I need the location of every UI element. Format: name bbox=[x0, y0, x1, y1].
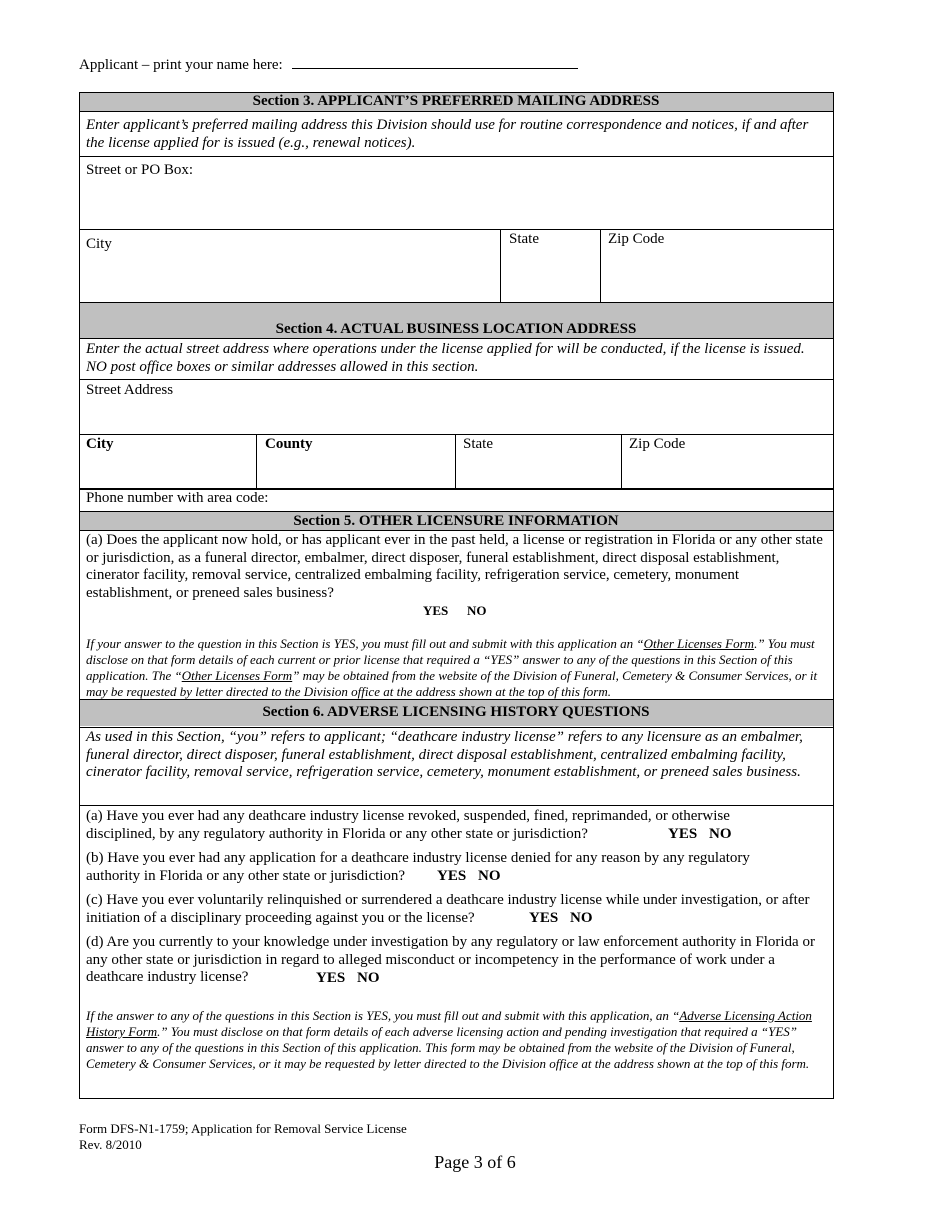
section3-street-input[interactable] bbox=[80, 180, 833, 228]
footer-form-id: Form DFS-N1-1759; Application for Removal Service License bbox=[79, 1121, 407, 1136]
section4-instructions: Enter the actual street address where operations under the license applied for will be conducted, if the license is issued. NO post office boxes or similar addresses allowed in this section. bbox=[86, 341, 805, 375]
section4-county-label: County bbox=[265, 436, 313, 452]
section6-b-yes[interactable]: YES bbox=[437, 868, 467, 884]
section6-question-b: (b) Have you ever had any application for a deathcare industry license denied for any reason by any regulatory authority in Florida or any other state or jurisdiction? bbox=[86, 850, 750, 884]
section3-zip-label: Zip Code bbox=[608, 231, 665, 247]
section3-state-label: State bbox=[509, 231, 539, 247]
other-licenses-form-link-1[interactable]: Other Licenses Form bbox=[643, 636, 755, 651]
section5-question: (a) Does the applicant now hold, or has applicant ever in the past held, a license or registration in Florida or any other state or jurisdiction, as a funeral director, embalmer, direct disposer, funeral establishment, direct disposal establishment, cinerator facility, removal service, centralized embalming facility, refrigeration service, cemetery, monument establishment, or preneed sales business? bbox=[86, 532, 823, 601]
section4-phone-label: Phone number with area code: bbox=[86, 490, 269, 506]
section3-city-input[interactable] bbox=[80, 255, 499, 301]
section6-note: If the answer to any of the questions in this Section is YES, you must fill out and submit with this application, an “Adverse Licensing Action History Form.” You must disclose on that form details of each adverse licensing action and pending investigation that required a “YES” answer to any of the questions in this Section of this application. This form may be obtained from the website of the Division of Funeral, Cemetery & Consumer Services, or it may be requested by letter directed to the Division office at the address shown at the top of this form. bbox=[86, 1008, 812, 1071]
applicant-name-label: Applicant – print your name here: bbox=[79, 57, 283, 73]
section6-d-yes[interactable]: YES bbox=[316, 970, 346, 986]
section4-street-label: Street Address bbox=[86, 382, 174, 398]
section3-title: Section 3. APPLICANT’S PREFERRED MAILING ADDRESS bbox=[252, 93, 660, 109]
applicant-name-row bbox=[79, 56, 578, 74]
section6-title: Section 6. ADVERSE LICENSING HISTORY QUESTIONS bbox=[262, 704, 650, 720]
section6-d-no[interactable]: NO bbox=[357, 970, 380, 986]
section4-phone-input[interactable] bbox=[290, 490, 830, 510]
section5-title: Section 5. OTHER LICENSURE INFORMATION bbox=[293, 513, 619, 529]
section6-question-c: (c) Have you ever voluntarily relinquished or surrendered a deathcare industry license while under investigation, or after initiation of a disciplinary proceeding against you or the license? bbox=[86, 892, 810, 926]
section4-state-input[interactable] bbox=[456, 454, 620, 488]
section6-question-d: (d) Are you currently to your knowledge under investigation by any regulatory or law enforcement authority in Florida or any other state or jurisdiction in regard to alleged misconduct or incompetency in the performance of work under a deathcare industry license? bbox=[86, 934, 815, 985]
other-licenses-form-link-2[interactable]: Other Licenses Form bbox=[181, 668, 293, 683]
section6-intro: As used in this Section, “you” refers to applicant; “deathcare industry license” refers to any licensure as an embalmer, funeral director, direct disposer, funeral establishment, direct disposal establishment, centralized embalming facility, cinerator facility, removal service, refrigeration service, cemetery, monument establishment, or preneed sales business. bbox=[86, 729, 803, 780]
section3-city-label: City bbox=[86, 236, 112, 252]
section4-title: Section 4. ACTUAL BUSINESS LOCATION ADDRESS bbox=[275, 321, 637, 337]
section3-zip-input[interactable] bbox=[601, 250, 833, 301]
section6-a-no[interactable]: NO bbox=[709, 826, 732, 842]
section3-state-input[interactable] bbox=[501, 250, 599, 301]
applicant-name-input[interactable] bbox=[292, 56, 578, 69]
section5-note: If your answer to the question in this Section is YES, you must fill out and submit with this application an “Other Licenses Form.” You must disclose on that form details of each current or prior license that required a “YES” answer to any of the questions in this Section of this application. The “Other Licenses Form” may be obtained from the website of the Division of Funeral, Cemetery & Consumer Services, or it may be requested by letter directed to the Division office at the address shown at the top of this form. bbox=[86, 636, 818, 699]
page-number: Page 3 of 6 bbox=[434, 1152, 516, 1172]
section4-state-label: State bbox=[463, 436, 493, 452]
section5-yes-option[interactable]: YES bbox=[423, 603, 449, 618]
section5-no-option[interactable]: NO bbox=[467, 603, 487, 618]
section6-c-yes[interactable]: YES bbox=[529, 910, 559, 926]
footer-revision: Rev. 8/2010 bbox=[79, 1137, 142, 1152]
section6-a-yes[interactable]: YES bbox=[668, 826, 698, 842]
section6-question-a: (a) Have you ever had any deathcare industry license revoked, suspended, fined, reprimanded, or otherwise disciplined, by any regulatory authority in Florida or any other state or jurisdiction? bbox=[86, 808, 730, 842]
adverse-licensing-form-link[interactable]: Adverse Licensing Action History Form bbox=[86, 1008, 812, 1039]
section4-zip-input[interactable] bbox=[622, 454, 833, 488]
section6-b-no[interactable]: NO bbox=[478, 868, 501, 884]
section3-street-label: Street or PO Box: bbox=[86, 162, 194, 178]
section3-instructions: Enter applicant’s preferred mailing address this Division should use for routine correspondence and notices, if and after the license applied for is issued (e.g., renewal notices). bbox=[86, 117, 809, 151]
section6-c-no[interactable]: NO bbox=[570, 910, 593, 926]
section4-city-label: City bbox=[86, 436, 114, 452]
section4-street-input[interactable] bbox=[80, 400, 833, 433]
section4-county-input[interactable] bbox=[257, 454, 454, 488]
section4-city-input[interactable] bbox=[80, 454, 255, 488]
section4-zip-label: Zip Code bbox=[629, 436, 686, 452]
